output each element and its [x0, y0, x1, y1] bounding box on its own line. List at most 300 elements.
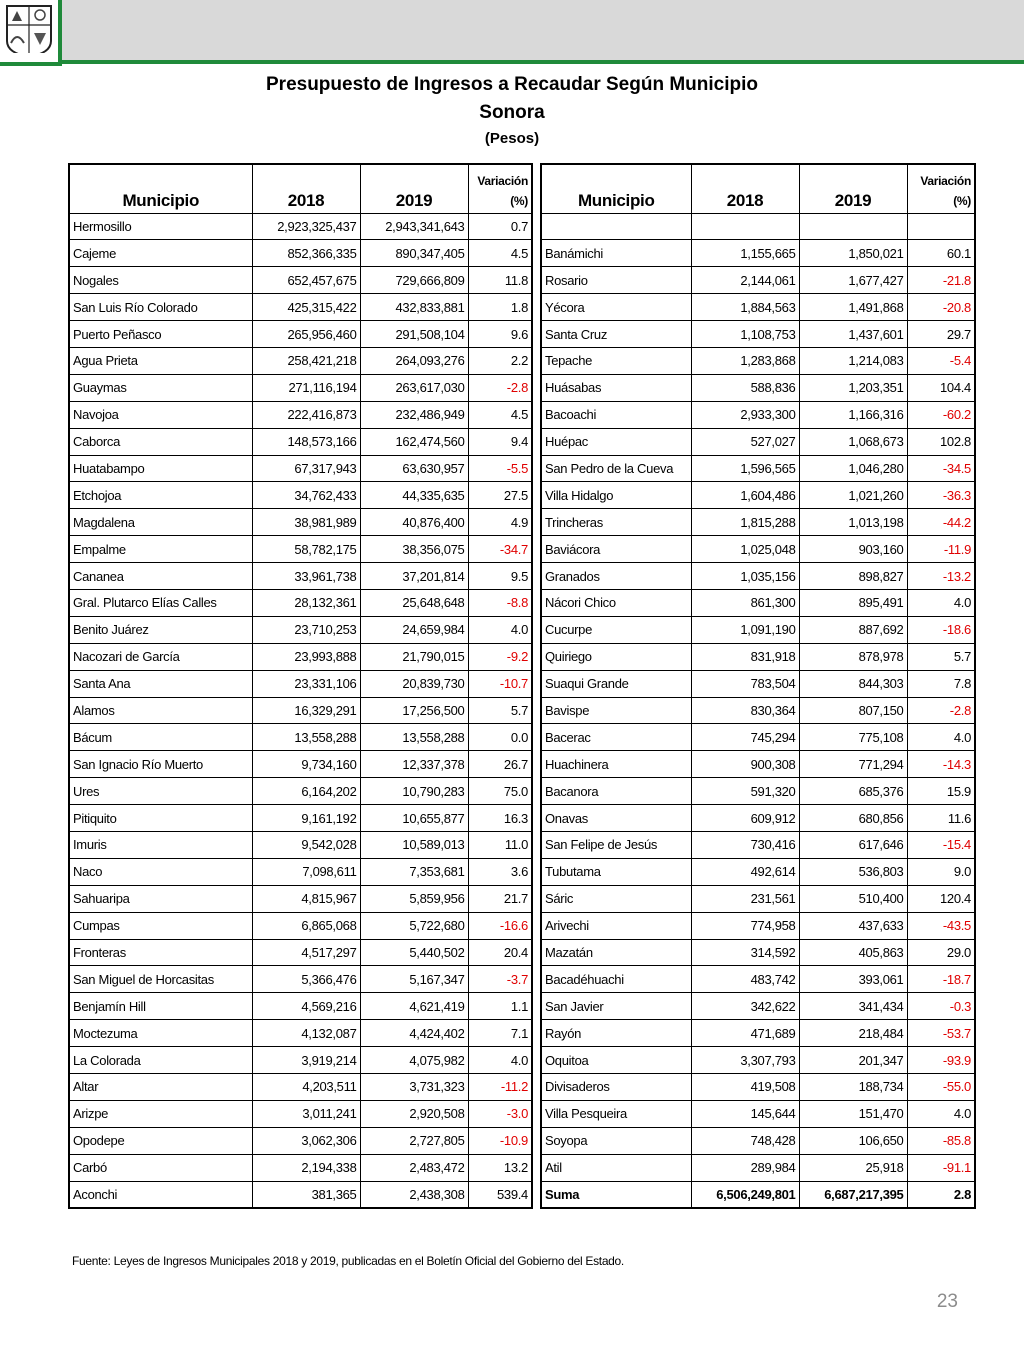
- cell-2019: 1,021,260: [799, 482, 907, 509]
- cell-municipio: Bacoachi: [541, 401, 691, 428]
- column-header-2019: 2019: [360, 164, 468, 213]
- column-header-2018: 2018: [252, 164, 360, 213]
- table-row: [69, 401, 532, 428]
- cell-2018: 527,027: [691, 428, 799, 455]
- table-row: [69, 509, 532, 536]
- cell-2018: 2,144,061: [691, 267, 799, 294]
- cell-variacion: -93.9: [907, 1047, 975, 1074]
- cell-variacion: 4.0: [468, 1047, 532, 1074]
- cell-2019: 771,294: [799, 751, 907, 778]
- cell-2018: 831,918: [691, 643, 799, 670]
- table-row: [69, 805, 532, 832]
- cell-2018: 265,956,460: [252, 321, 360, 348]
- cell-municipio: Suma: [541, 1181, 691, 1208]
- table-row: [69, 724, 532, 751]
- cell-2019: 38,356,075: [360, 536, 468, 563]
- cell-2019: 432,833,881: [360, 294, 468, 321]
- cell-2018: [691, 213, 799, 240]
- cell-variacion: 3.6: [468, 858, 532, 885]
- table-row: [69, 1154, 532, 1181]
- cell-2019: 1,437,601: [799, 321, 907, 348]
- cell-variacion: 9.4: [468, 428, 532, 455]
- cell-2019: 685,376: [799, 778, 907, 805]
- table-row: [69, 1127, 532, 1154]
- cell-2019: 393,061: [799, 966, 907, 993]
- cell-2018: 830,364: [691, 697, 799, 724]
- table-row: [69, 294, 532, 321]
- cell-2019: 40,876,400: [360, 509, 468, 536]
- cell-municipio: Quiriego: [541, 643, 691, 670]
- cell-2019: 890,347,405: [360, 240, 468, 267]
- cell-variacion: -34.7: [468, 536, 532, 563]
- cell-municipio: San Ignacio Río Muerto: [69, 751, 252, 778]
- cell-2019: 341,434: [799, 993, 907, 1020]
- cell-2018: 4,569,216: [252, 993, 360, 1020]
- table-row: [541, 643, 975, 670]
- cell-variacion: 4.5: [468, 401, 532, 428]
- table-row: [69, 616, 532, 643]
- cell-2019: 878,978: [799, 643, 907, 670]
- table-row: [541, 267, 975, 294]
- table-row: [69, 643, 532, 670]
- cell-variacion: -0.3: [907, 993, 975, 1020]
- cell-municipio: Arizpe: [69, 1100, 252, 1127]
- table-row: [541, 347, 975, 374]
- column-header-2019: 2019: [799, 164, 907, 213]
- cell-variacion: 0.0: [468, 724, 532, 751]
- cell-municipio: San Javier: [541, 993, 691, 1020]
- table-header-row: [69, 164, 532, 213]
- cell-variacion: 29.0: [907, 939, 975, 966]
- page-number: 23: [936, 1291, 958, 1312]
- cell-2018: 4,203,511: [252, 1074, 360, 1101]
- cell-municipio: Banámichi: [541, 240, 691, 267]
- table-row: [69, 321, 532, 348]
- cell-2018: 1,108,753: [691, 321, 799, 348]
- cell-2019: 4,424,402: [360, 1020, 468, 1047]
- cell-2018: 289,984: [691, 1154, 799, 1181]
- cell-municipio: Cucurpe: [541, 616, 691, 643]
- table-row: [69, 697, 532, 724]
- variacion-label: Variación: [477, 173, 528, 188]
- cell-variacion: -11.2: [468, 1074, 532, 1101]
- cell-municipio: La Colorada: [69, 1047, 252, 1074]
- column-header-2018: 2018: [691, 164, 799, 213]
- cell-variacion: -3.7: [468, 966, 532, 993]
- cell-2019: 151,470: [799, 1100, 907, 1127]
- table-row: [69, 428, 532, 455]
- table-row: [541, 509, 975, 536]
- cell-municipio: Nácori Chico: [541, 589, 691, 616]
- cell-2018: 7,098,611: [252, 858, 360, 885]
- table-row: [541, 1020, 975, 1047]
- cell-municipio: Trincheras: [541, 509, 691, 536]
- table-row: [69, 1047, 532, 1074]
- cell-2019: 844,303: [799, 670, 907, 697]
- cell-variacion: 60.1: [907, 240, 975, 267]
- cell-municipio: Hermosillo: [69, 213, 252, 240]
- cell-2019: 1,850,021: [799, 240, 907, 267]
- table-row: [69, 374, 532, 401]
- table-header-row: [541, 164, 975, 213]
- cell-municipio: Benjamín Hill: [69, 993, 252, 1020]
- cell-variacion: 1.8: [468, 294, 532, 321]
- cell-variacion: 9.5: [468, 563, 532, 590]
- table-row: [541, 1127, 975, 1154]
- seal-icon: [4, 3, 54, 59]
- cell-2018: 1,283,868: [691, 347, 799, 374]
- page-title: Presupuesto de Ingresos a Recaudar Según Municipio: [266, 74, 758, 95]
- table-row: [69, 670, 532, 697]
- cell-2018: 23,993,888: [252, 643, 360, 670]
- cell-municipio: Alamos: [69, 697, 252, 724]
- table-row: [69, 589, 532, 616]
- cell-2018: 1,815,288: [691, 509, 799, 536]
- cell-variacion: 4.0: [468, 616, 532, 643]
- cell-2019: 63,630,957: [360, 455, 468, 482]
- cell-2018: 609,912: [691, 805, 799, 832]
- cell-2019: 2,483,472: [360, 1154, 468, 1181]
- cell-2019: 5,722,680: [360, 912, 468, 939]
- cell-2019: 263,617,030: [360, 374, 468, 401]
- table-row: [69, 213, 532, 240]
- cell-2018: 342,622: [691, 993, 799, 1020]
- cell-municipio: Huásabas: [541, 374, 691, 401]
- cell-municipio: Bacadéhuachi: [541, 966, 691, 993]
- cell-2019: 4,075,982: [360, 1047, 468, 1074]
- cell-2019: 17,256,500: [360, 697, 468, 724]
- table-row: [69, 1074, 532, 1101]
- cell-2019: 21,790,015: [360, 643, 468, 670]
- cell-2018: 588,836: [691, 374, 799, 401]
- cell-municipio: Empalme: [69, 536, 252, 563]
- cell-variacion: 7.8: [907, 670, 975, 697]
- cell-2019: 12,337,378: [360, 751, 468, 778]
- cell-2018: 748,428: [691, 1127, 799, 1154]
- cell-2018: 492,614: [691, 858, 799, 885]
- cell-2019: 729,666,809: [360, 267, 468, 294]
- cell-municipio: Carbó: [69, 1154, 252, 1181]
- cell-variacion: -55.0: [907, 1074, 975, 1101]
- table-row: [541, 213, 975, 240]
- cell-2018: 1,596,565: [691, 455, 799, 482]
- table-row: [69, 885, 532, 912]
- cell-2018: 3,062,306: [252, 1127, 360, 1154]
- cell-variacion: 15.9: [907, 778, 975, 805]
- table-row: [69, 1181, 532, 1208]
- cell-variacion: 5.7: [468, 697, 532, 724]
- cell-2018: 6,164,202: [252, 778, 360, 805]
- cell-municipio: Fronteras: [69, 939, 252, 966]
- cell-municipio: Villa Pesqueira: [541, 1100, 691, 1127]
- table-row: [69, 1020, 532, 1047]
- table-row: [69, 993, 532, 1020]
- cell-2018: 4,517,297: [252, 939, 360, 966]
- cell-variacion: 2.2: [468, 347, 532, 374]
- cell-variacion: -2.8: [468, 374, 532, 401]
- column-header-municipio: Municipio: [69, 164, 252, 213]
- table-row: [541, 858, 975, 885]
- cell-variacion: 120.4: [907, 885, 975, 912]
- table-row: [541, 1074, 975, 1101]
- cell-2018: 483,742: [691, 966, 799, 993]
- cell-municipio: Arivechi: [541, 912, 691, 939]
- cell-variacion: 9.0: [907, 858, 975, 885]
- cell-2019: 1,013,198: [799, 509, 907, 536]
- table-row: [69, 536, 532, 563]
- cell-2018: 16,329,291: [252, 697, 360, 724]
- cell-municipio: [541, 213, 691, 240]
- table-row: [69, 267, 532, 294]
- cell-2018: 3,307,793: [691, 1047, 799, 1074]
- cell-municipio: Santa Cruz: [541, 321, 691, 348]
- table-row: [69, 1100, 532, 1127]
- cell-municipio: San Pedro de la Cueva: [541, 455, 691, 482]
- table-row: [541, 993, 975, 1020]
- cell-variacion: 2.8: [907, 1181, 975, 1208]
- cell-2019: 5,167,347: [360, 966, 468, 993]
- cell-2018: 9,161,192: [252, 805, 360, 832]
- cell-2018: 231,561: [691, 885, 799, 912]
- table-row: [541, 670, 975, 697]
- cell-variacion: -91.1: [907, 1154, 975, 1181]
- cell-2019: 10,655,877: [360, 805, 468, 832]
- cell-2018: 2,933,300: [691, 401, 799, 428]
- cell-variacion: 102.8: [907, 428, 975, 455]
- cell-2019: 291,508,104: [360, 321, 468, 348]
- cell-2018: 148,573,166: [252, 428, 360, 455]
- cell-2019: 218,484: [799, 1020, 907, 1047]
- cell-variacion: 27.5: [468, 482, 532, 509]
- cell-2018: 419,508: [691, 1074, 799, 1101]
- cell-2018: 23,331,106: [252, 670, 360, 697]
- cell-municipio: Nogales: [69, 267, 252, 294]
- cell-municipio: Bavispe: [541, 697, 691, 724]
- cell-2019: 6,687,217,395: [799, 1181, 907, 1208]
- column-header-variacion: [907, 164, 975, 213]
- cell-municipio: Santa Ana: [69, 670, 252, 697]
- cell-variacion: -20.8: [907, 294, 975, 321]
- cell-2019: 2,727,805: [360, 1127, 468, 1154]
- cell-2018: 222,416,873: [252, 401, 360, 428]
- table-row: [69, 858, 532, 885]
- cell-municipio: Soyopa: [541, 1127, 691, 1154]
- cell-variacion: -16.6: [468, 912, 532, 939]
- cell-municipio: Guaymas: [69, 374, 252, 401]
- table-row: [541, 697, 975, 724]
- cell-2019: 536,803: [799, 858, 907, 885]
- cell-variacion: -36.3: [907, 482, 975, 509]
- cell-municipio: Gral. Plutarco Elías Calles: [69, 589, 252, 616]
- column-header-municipio: Municipio: [541, 164, 691, 213]
- cell-municipio: Suaqui Grande: [541, 670, 691, 697]
- cell-2018: 852,366,335: [252, 240, 360, 267]
- cell-2019: 44,335,635: [360, 482, 468, 509]
- cell-2019: 775,108: [799, 724, 907, 751]
- cell-variacion: 104.4: [907, 374, 975, 401]
- cell-2019: 2,438,308: [360, 1181, 468, 1208]
- cell-2018: 381,365: [252, 1181, 360, 1208]
- cell-municipio: Baviácora: [541, 536, 691, 563]
- cell-2018: 3,919,214: [252, 1047, 360, 1074]
- table-row: [541, 563, 975, 590]
- table-row: [541, 616, 975, 643]
- cell-variacion: -21.8: [907, 267, 975, 294]
- cell-municipio: Nacozari de García: [69, 643, 252, 670]
- cell-municipio: Magdalena: [69, 509, 252, 536]
- cell-variacion: -9.2: [468, 643, 532, 670]
- cell-variacion: -43.5: [907, 912, 975, 939]
- cell-municipio: Navojoa: [69, 401, 252, 428]
- cell-2018: 2,194,338: [252, 1154, 360, 1181]
- cell-2019: 20,839,730: [360, 670, 468, 697]
- header-bar: [0, 0, 1024, 64]
- cell-municipio: Tepache: [541, 347, 691, 374]
- cell-variacion: -53.7: [907, 1020, 975, 1047]
- cell-2018: 1,035,156: [691, 563, 799, 590]
- table-row: [69, 347, 532, 374]
- cell-municipio: Bacanora: [541, 778, 691, 805]
- cell-2018: 745,294: [691, 724, 799, 751]
- table-row: [69, 831, 532, 858]
- cell-municipio: Puerto Peñasco: [69, 321, 252, 348]
- table-row: [541, 321, 975, 348]
- cell-2018: 67,317,943: [252, 455, 360, 482]
- cell-2018: 652,457,675: [252, 267, 360, 294]
- variacion-label: Variación: [920, 173, 971, 188]
- cell-variacion: 7.1: [468, 1020, 532, 1047]
- cell-2019: 1,203,351: [799, 374, 907, 401]
- cell-municipio: San Felipe de Jesús: [541, 831, 691, 858]
- cell-variacion: 0.7: [468, 213, 532, 240]
- cell-2019: 4,621,419: [360, 993, 468, 1020]
- table-row: [541, 240, 975, 267]
- cell-municipio: Ures: [69, 778, 252, 805]
- cell-municipio: Onavas: [541, 805, 691, 832]
- cell-2019: 5,440,502: [360, 939, 468, 966]
- cell-2018: 23,710,253: [252, 616, 360, 643]
- cell-2018: 1,604,486: [691, 482, 799, 509]
- cell-variacion: 29.7: [907, 321, 975, 348]
- table-row: [69, 751, 532, 778]
- cell-2018: 2,923,325,437: [252, 213, 360, 240]
- cell-municipio: Villa Hidalgo: [541, 482, 691, 509]
- cell-2018: 28,132,361: [252, 589, 360, 616]
- cell-2019: 1,677,427: [799, 267, 907, 294]
- source-note: Fuente: Leyes de Ingresos Municipales 2018 y 2019, publicadas en el Boletín Oficial del Gobierno del Estado.: [72, 1254, 624, 1268]
- table-row: [541, 885, 975, 912]
- cell-variacion: 11.0: [468, 831, 532, 858]
- cell-municipio: Altar: [69, 1074, 252, 1101]
- revenue-table-right: [540, 163, 976, 1209]
- cell-municipio: Bacerac: [541, 724, 691, 751]
- cell-variacion: 21.7: [468, 885, 532, 912]
- cell-variacion: -5.4: [907, 347, 975, 374]
- cell-2018: 5,366,476: [252, 966, 360, 993]
- cell-2018: 33,961,738: [252, 563, 360, 590]
- cell-municipio: Benito Juárez: [69, 616, 252, 643]
- cell-2018: 34,762,433: [252, 482, 360, 509]
- cell-variacion: -10.9: [468, 1127, 532, 1154]
- cell-2018: 145,644: [691, 1100, 799, 1127]
- table-row: [541, 455, 975, 482]
- cell-municipio: Rosario: [541, 267, 691, 294]
- cell-2018: 1,091,190: [691, 616, 799, 643]
- cell-variacion: -3.0: [468, 1100, 532, 1127]
- cell-municipio: Yécora: [541, 294, 691, 321]
- cell-variacion: 4.0: [907, 1100, 975, 1127]
- cell-variacion: -18.7: [907, 966, 975, 993]
- cell-2018: 1,025,048: [691, 536, 799, 563]
- cell-municipio: San Luis Río Colorado: [69, 294, 252, 321]
- cell-variacion: -11.9: [907, 536, 975, 563]
- table-row: [541, 401, 975, 428]
- cell-2018: 6,865,068: [252, 912, 360, 939]
- cell-municipio: Moctezuma: [69, 1020, 252, 1047]
- table-row: [541, 589, 975, 616]
- cell-municipio: San Miguel de Horcasitas: [69, 966, 252, 993]
- cell-2019: 25,648,648: [360, 589, 468, 616]
- cell-municipio: Sáric: [541, 885, 691, 912]
- cell-2018: 258,421,218: [252, 347, 360, 374]
- cell-municipio: Naco: [69, 858, 252, 885]
- cell-2018: 591,320: [691, 778, 799, 805]
- cell-2019: 10,790,283: [360, 778, 468, 805]
- total-row: [541, 1181, 975, 1208]
- cell-municipio: Cumpas: [69, 912, 252, 939]
- cell-municipio: Bácum: [69, 724, 252, 751]
- cell-2018: 58,782,175: [252, 536, 360, 563]
- cell-municipio: Aconchi: [69, 1181, 252, 1208]
- cell-municipio: Huatabampo: [69, 455, 252, 482]
- cell-variacion: 5.7: [907, 643, 975, 670]
- cell-2019: 188,734: [799, 1074, 907, 1101]
- cell-variacion: 539.4: [468, 1181, 532, 1208]
- cell-variacion: 4.9: [468, 509, 532, 536]
- column-header-variacion: [468, 164, 532, 213]
- cell-municipio: Opodepe: [69, 1127, 252, 1154]
- cell-2018: 9,734,160: [252, 751, 360, 778]
- table-row: [541, 536, 975, 563]
- cell-2019: 1,491,868: [799, 294, 907, 321]
- cell-2019: 807,150: [799, 697, 907, 724]
- cell-municipio: Divisaderos: [541, 1074, 691, 1101]
- cell-2018: 1,884,563: [691, 294, 799, 321]
- cell-2019: 617,646: [799, 831, 907, 858]
- cell-2019: 7,353,681: [360, 858, 468, 885]
- table-row: [69, 966, 532, 993]
- cell-2018: 3,011,241: [252, 1100, 360, 1127]
- cell-2019: 2,943,341,643: [360, 213, 468, 240]
- cell-2019: 232,486,949: [360, 401, 468, 428]
- cell-2019: 3,731,323: [360, 1074, 468, 1101]
- cell-variacion: 75.0: [468, 778, 532, 805]
- cell-municipio: Atil: [541, 1154, 691, 1181]
- table-row: [541, 966, 975, 993]
- cell-2019: 24,659,984: [360, 616, 468, 643]
- table-row: [69, 482, 532, 509]
- table-row: [69, 912, 532, 939]
- table-row: [541, 912, 975, 939]
- cell-2019: 1,214,083: [799, 347, 907, 374]
- cell-2018: 271,116,194: [252, 374, 360, 401]
- cell-variacion: -8.8: [468, 589, 532, 616]
- cell-municipio: Pitiquito: [69, 805, 252, 832]
- cell-variacion: -13.2: [907, 563, 975, 590]
- cell-municipio: Sahuaripa: [69, 885, 252, 912]
- cell-2018: 774,958: [691, 912, 799, 939]
- cell-2019: 680,856: [799, 805, 907, 832]
